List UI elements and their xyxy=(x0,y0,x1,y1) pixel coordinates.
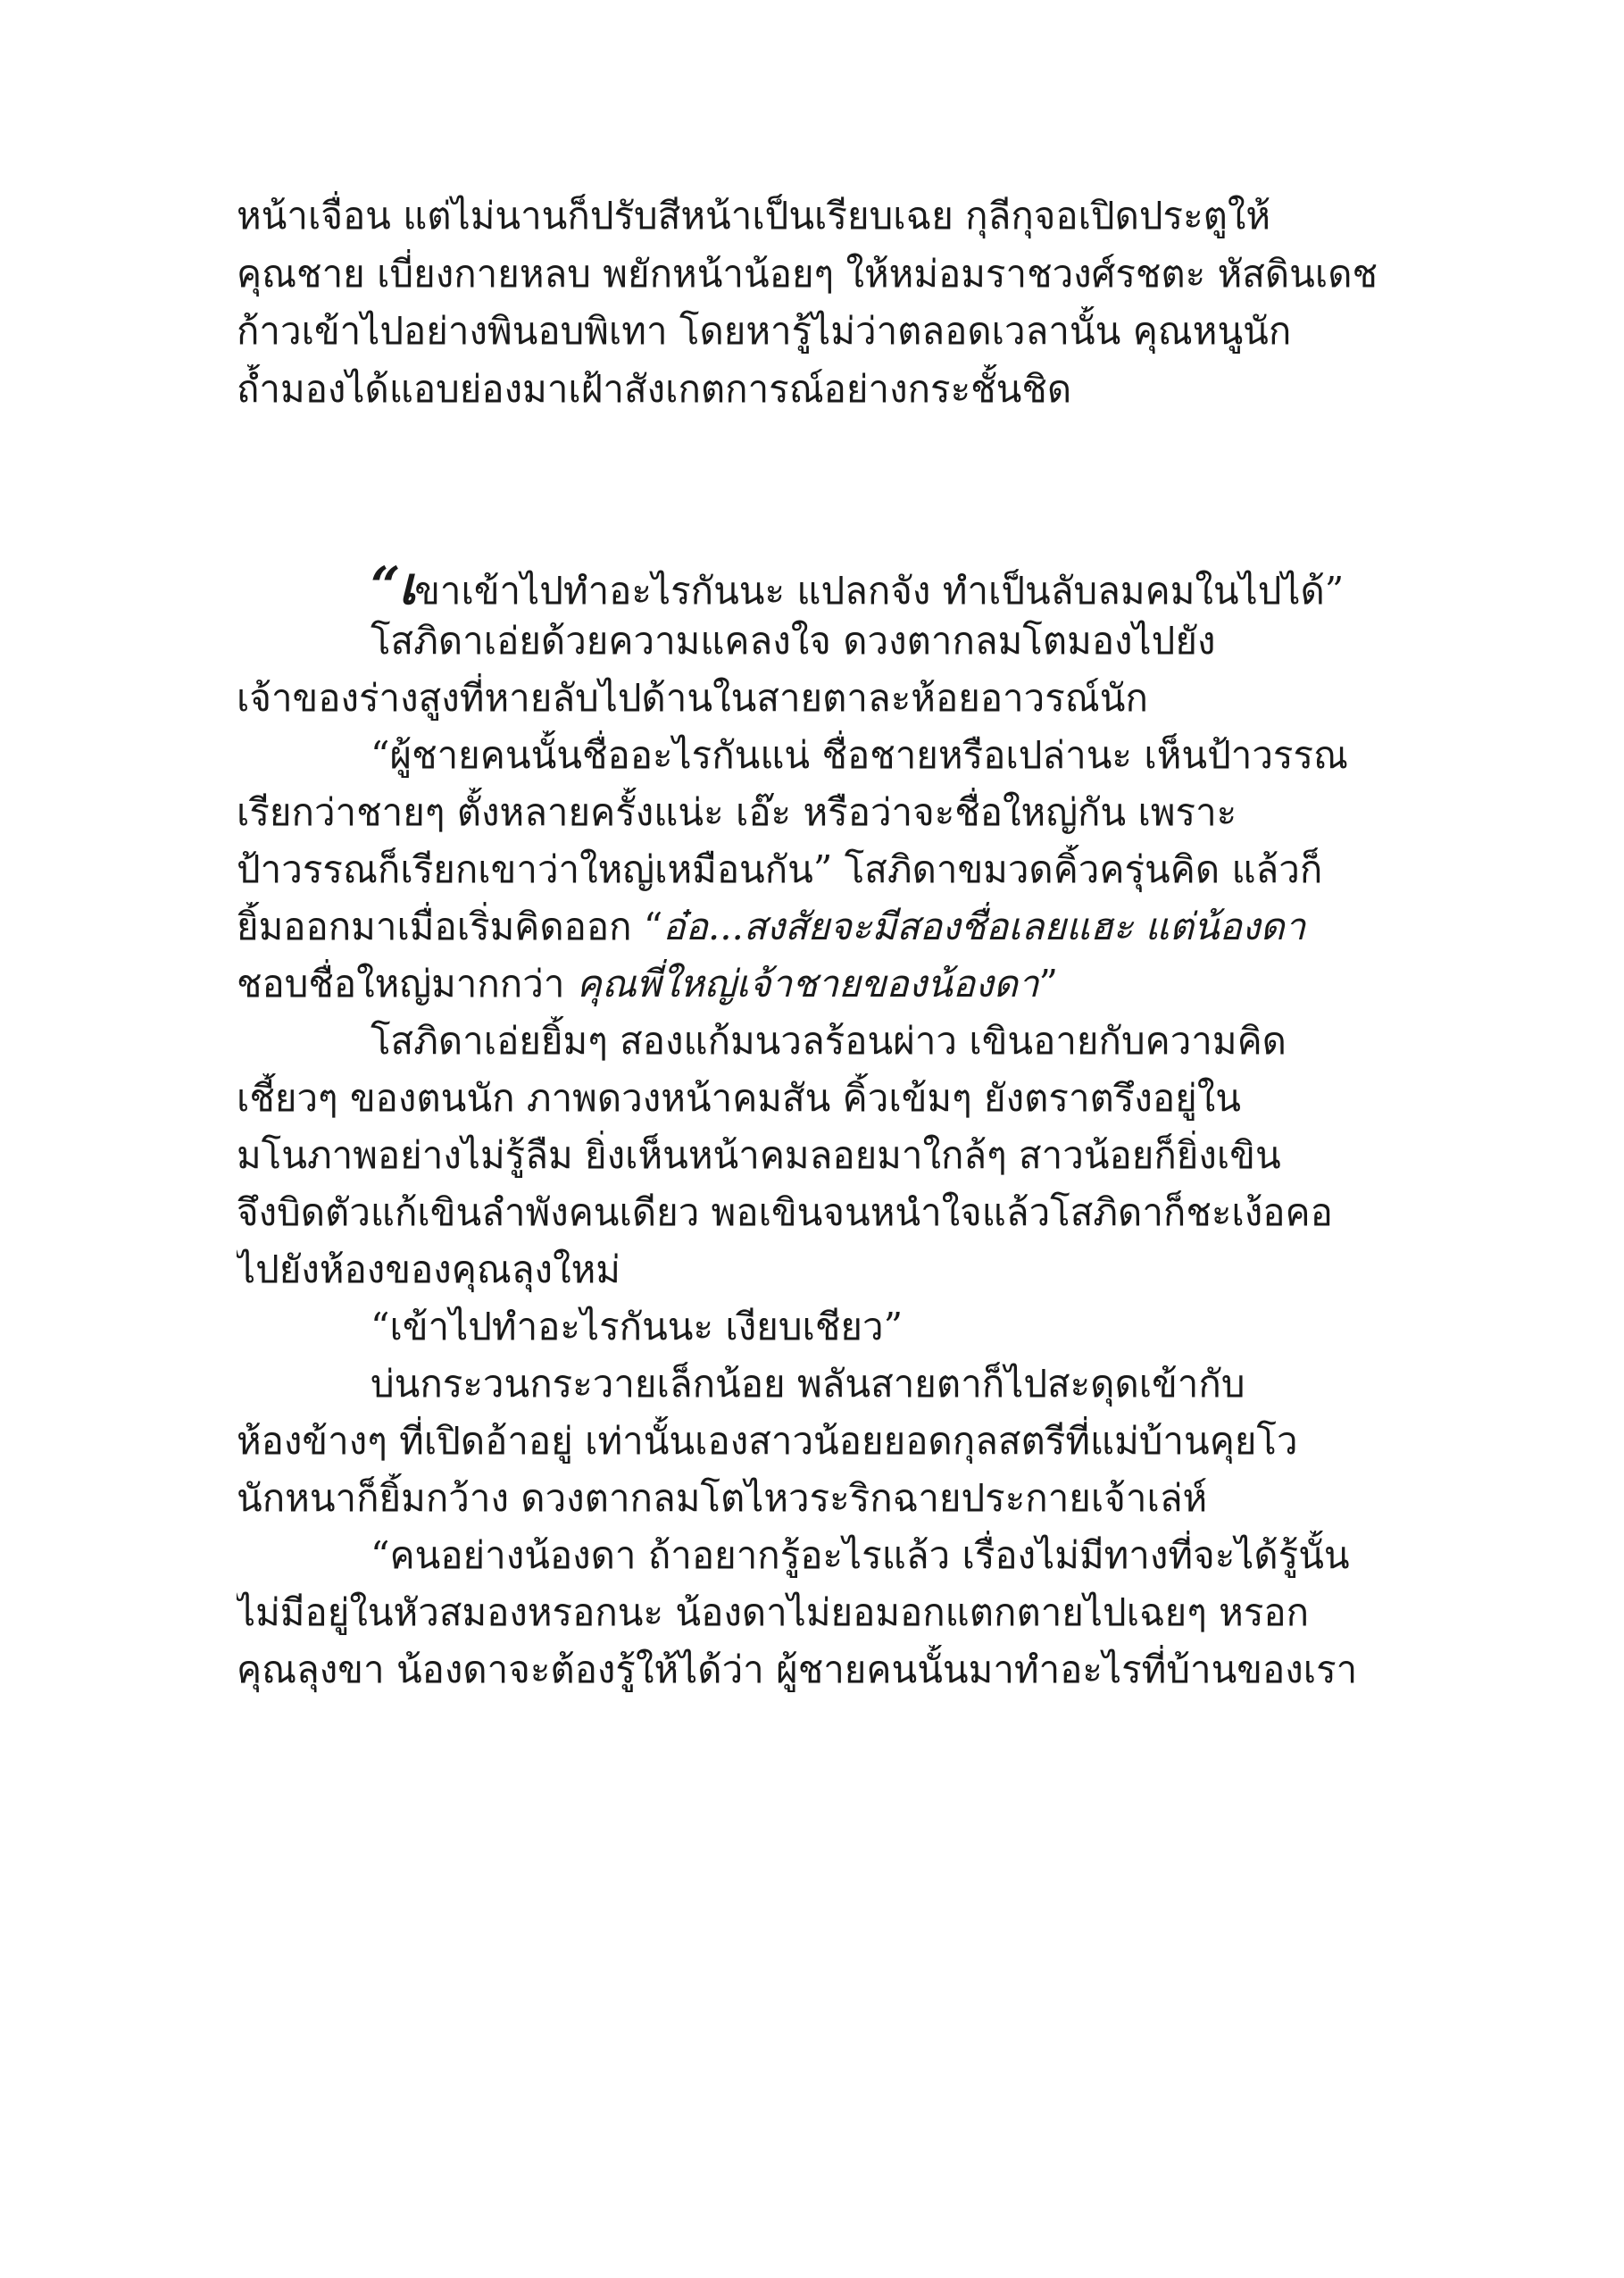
text-line: โสภิดาเอ่ยด้วยความแคลงใจ ดวงตากลมโตมองไปยัง xyxy=(371,619,1216,663)
text-line: “คนอย่างน้องดา ถ้าอยากรู้อะไรแล้ว เรื่องไม่มีทางที่จะได้รู้นั้น xyxy=(371,1533,1350,1577)
text-line: จึงบิดตัวแก้เขินลำพังคนเดียว พอเขินจนหนำใจแล้วโสภิดาก็ชะเง้อคอ xyxy=(237,1190,1333,1234)
text-line: ก้าวเข้าไปอย่างพินอบพิเทา โดยหารู้ไม่ว่าตลอดเวลานั้น คุณหนูนัก xyxy=(237,309,1292,353)
text-line: มโนภาพอย่างไม่รู้ลืม ยิ่งเห็นหน้าคมลอยมาใกล้ๆ สาวน้อยก็ยิ่งเขิน xyxy=(237,1133,1281,1177)
text-line: เรียกว่าชายๆ ตั้งหลายครั้งแน่ะ เอ๊ะ หรือว่าจะชื่อใหญ่กัน เพราะ xyxy=(237,790,1237,834)
text-line: ห้องข้างๆ ที่เปิดอ้าอยู่ เท่านั้นเองสาวน้อยยอดกุลสตรีที่แม่บ้านคุยโว xyxy=(237,1419,1298,1463)
text-line: เจ้าของร่างสูงที่หายลับไปด้านในสายตาละห้อยอาวรณ์นัก xyxy=(237,676,1148,720)
text-line: ไปยังห้องของคุณลุงใหม่ xyxy=(237,1247,620,1291)
italic-text: คุณพี่ใหญ่เจ้าชายของน้องดา xyxy=(576,962,1039,1005)
text-span: ” xyxy=(1038,962,1058,1005)
text-line: คุณลุงขา น้องดาจะต้องรู้ให้ได้ว่า ผู้ชายคนนั้นมาทำอะไรที่บ้านของเรา xyxy=(237,1648,1358,1691)
text-line: โสภิดาเอ่ยยิ้มๆ สองแก้มนวลร้อนผ่าว เขินอายกับความคิด xyxy=(371,1019,1287,1063)
italic-text: อ๋อ...สงสัยจะมีสองชื่อเลยแฮะ แต่น้องดา xyxy=(662,905,1306,948)
text-line xyxy=(237,959,1388,1009)
text-line: “เข้าไปทำอะไรกันนะ เงียบเชียว” xyxy=(371,1305,904,1348)
text-line: ถ้ำมองได้แอบย่องมาเฝ้าสังเกตการณ์อย่างกระชั้นชิด xyxy=(237,367,1072,411)
text-line: “ผู้ชายคนนั้นชื่ออะไรกันแน่ ชื่อชายหรือเปล่านะ เห็นป้าวรรณ xyxy=(371,733,1348,777)
drop-cap: “เ xyxy=(371,561,415,616)
text-line xyxy=(237,902,1388,952)
text-line: เชี้ยวๆ ของตนนัก ภาพดวงหน้าคมสัน คิ้วเข้มๆ ยังตราตรึงอยู่ใน xyxy=(237,1076,1241,1120)
text-line: คุณชาย เบี่ยงกายหลบ พยักหน้าน้อยๆ ให้หม่อมราชวงศ์รชตะ หัสดินเดช xyxy=(237,252,1378,296)
opening-line-text: ขาเข้าไปทำอะไรกันนะ แปลกจัง ทำเป็นลับลมคมในไปได้” xyxy=(414,569,1345,613)
text-line: หน้าเจื่อน แต่ไม่นานก็ปรับสีหน้าเป็นเรียบเฉย กุลีกุจอเปิดประตูให้ xyxy=(237,194,1271,238)
section-opening-line xyxy=(371,561,1388,616)
text-line: นักหนาก็ยิ้มกว้าง ดวงตากลมโตไหวระริกฉายประกายเจ้าเล่ห์ xyxy=(237,1476,1208,1520)
text-line: ไม่มีอยู่ในหัวสมองหรอกนะ น้องดาไม่ยอมอกแตกตายไปเฉยๆ หรอก xyxy=(237,1590,1310,1634)
text-span: ยิ้มออกมาเมื่อเริ่มคิดออก “ xyxy=(237,905,663,948)
text-line: ป้าวรรณก็เรียกเขาว่าใหญ่เหมือนกัน” โสภิดาขมวดคิ้วครุ่นคิด แล้วก็ xyxy=(237,847,1323,891)
text-span: ชอบชื่อใหญ่มากกว่า xyxy=(237,962,577,1005)
text-line: บ่นกระวนกระวายเล็กน้อย พลันสายตาก็ไปสะดุดเข้ากับ xyxy=(371,1362,1245,1406)
